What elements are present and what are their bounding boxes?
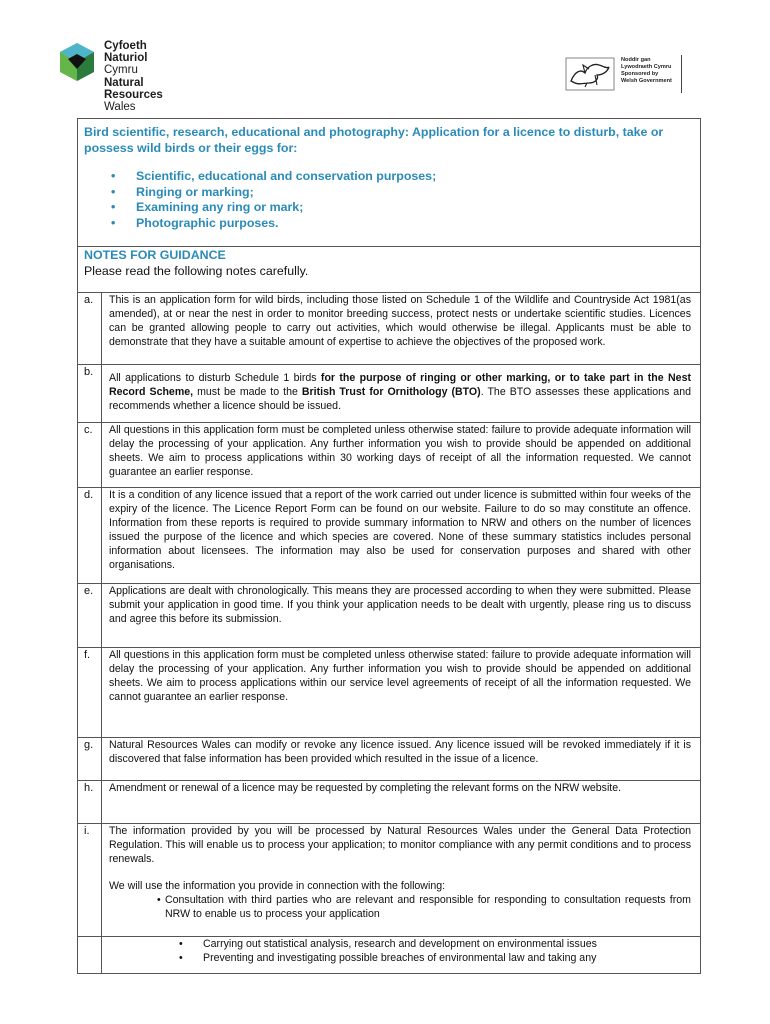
note-i-intro: We will use the information you provide in connection with the following: [109, 879, 446, 892]
dragon-icon [565, 57, 615, 91]
gov-logo-line: Noddir gan [621, 57, 651, 63]
note-row-e [78, 583, 700, 648]
nrw-hexagon-icon [58, 42, 96, 82]
note-i-bullets [109, 894, 691, 922]
note-row-i [78, 823, 700, 937]
purpose-item: • Photographic purposes. [108, 216, 436, 232]
note-letter: h. [78, 780, 102, 823]
form-header [78, 119, 700, 247]
note-letter: i. [78, 823, 102, 936]
note-text: Amendment or renewal of a licence may be requested by completing the relevant forms on the NRW website. [109, 782, 622, 794]
note-row-c [78, 422, 700, 488]
note-b-part: British Trust for Ornithology (BTO) [301, 385, 481, 398]
note-i-bullet: • Consultation with third parties who are relevant and responsible for responding to consultation requests from NRW to enable us to process your application [157, 894, 691, 922]
note-letter: c. [78, 422, 102, 487]
note-b-part: must be made to the [193, 385, 302, 398]
form-title: Bird scientific, research, educational and photography: Application for a licence to disturb, take or possess wild birds or their eggs for: [84, 125, 664, 155]
nrw-logo-line: Natural [104, 76, 144, 89]
nrw-logo-line: Cyfoeth [104, 40, 147, 52]
gov-logo-line: Welsh Government [621, 78, 672, 84]
gov-logo-line: Lywodraeth Cymru [621, 64, 672, 70]
note-row-j [78, 936, 700, 973]
form-frame [77, 118, 701, 974]
note-b-part: . The BTO assesses these applications and recommends whether a licence should be issued. [109, 385, 691, 412]
note-row-h [78, 780, 700, 824]
note-text: Applications are dealt with chronologically. This means they are processed according to when they were submitted. Please submit your application in good time. If you think your application needs to be dealt with urgently, please ring us to discuss and agree this before its submission. [109, 585, 691, 625]
nrw-logo-line: Resources [104, 88, 163, 101]
note-j-bullets [109, 938, 691, 966]
note-text: All questions in this application form must be completed unless otherwise stated: failure to provide adequate information will delay the processing of your application. Any further information you wish to provide should be appended on additional sheets. We aim to process applications within our service level agreements of receipt of all the information requested. We cannot guarantee an earlier response. [109, 649, 691, 703]
nrw-logo-line: Wales [104, 101, 136, 114]
note-row-d [78, 487, 700, 584]
note-text: It is a condition of any licence issued that a report of the work carried out under licence is submitted within four weeks of the expiry of the licence. The Licence Report Form can be found on our website. Failure to do so may constitute an offence. Information from these reports is required to provide summary information to NRW and others on the number of licences issued the purpose of the licence and which species are covered. None of these summary statistics includes personal information about licensees. The information may also be used for conservation purposes and shared with other organisations. [109, 489, 691, 571]
note-letter: b. [78, 364, 102, 422]
guidance-title: NOTES FOR GUIDANCE [84, 248, 226, 262]
note-j-bullet: • Carrying out statistical analysis, research and development on environmental issues [179, 938, 691, 952]
purpose-list [108, 169, 436, 231]
note-letter: a. [78, 292, 102, 364]
note-text [109, 372, 691, 414]
note-i-paragraph: The information provided by you will be processed by Natural Resources Wales under the General Data Protection Regulation. This will enable us to process your application; to monitor compliance with any permit conditions and to process renewals. [109, 825, 691, 865]
nrw-logo [58, 40, 188, 115]
note-row-g [78, 737, 700, 781]
note-j-bullet: • Preventing and investigating possible breaches of environmental law and taking any [179, 952, 691, 966]
note-row-b [78, 364, 700, 423]
note-text [109, 825, 691, 921]
guidance-subtitle: Please read the following notes carefully. [84, 264, 309, 278]
welsh-government-logo [563, 55, 682, 93]
note-letter: e. [78, 583, 102, 647]
note-row-f [78, 647, 700, 738]
note-letter [78, 936, 102, 973]
purpose-item: • Examining any ring or mark; [108, 200, 436, 216]
guidance-header [78, 246, 700, 293]
note-text [109, 938, 691, 966]
note-text: This is an application form for wild birds, including those listed on Schedule 1 of the Wildlife and Countryside Act 1981(as amended), at or near the nest in order to monitor breeding success, protect nests or undertake scientific studies. Licences can be granted allowing people to carry out activities, which would otherwise be illegal. Applicants must be able to demonstrate that they have a suitable amount of expertise to achieve the objectives of the proposed work. [109, 294, 691, 348]
note-letter: g. [78, 737, 102, 780]
purpose-item: • Scientific, educational and conservation purposes; [108, 169, 436, 185]
nrw-logo-line: Naturiol [104, 52, 148, 65]
gov-logo-line: Sponsored by [621, 71, 659, 77]
note-letter: f. [78, 647, 102, 737]
note-letter: d. [78, 487, 102, 583]
note-text: All questions in this application form must be completed unless otherwise stated: failure to provide adequate information will delay the processing of your application. Any further information you wish to provide should be appended on additional sheets. We aim to process applications within 30 working days of receipt of all the information requested. We cannot guarantee an earlier response. [109, 424, 691, 478]
note-b-part: All applications to disturb Schedule 1 birds [109, 372, 321, 384]
note-text: Natural Resources Wales can modify or revoke any licence issued. Any licence issued will be revoked immediately if it is discovered that false information has been provided which resulted in the issue of a licence. [109, 739, 691, 765]
purpose-item: • Ringing or marking; [108, 185, 436, 201]
note-row-a [78, 292, 700, 365]
note-b-part: for the purpose of ringing or other marking, or to take part in the Nest Record Scheme, [109, 372, 691, 398]
nrw-logo-line: Cymru [104, 64, 138, 77]
